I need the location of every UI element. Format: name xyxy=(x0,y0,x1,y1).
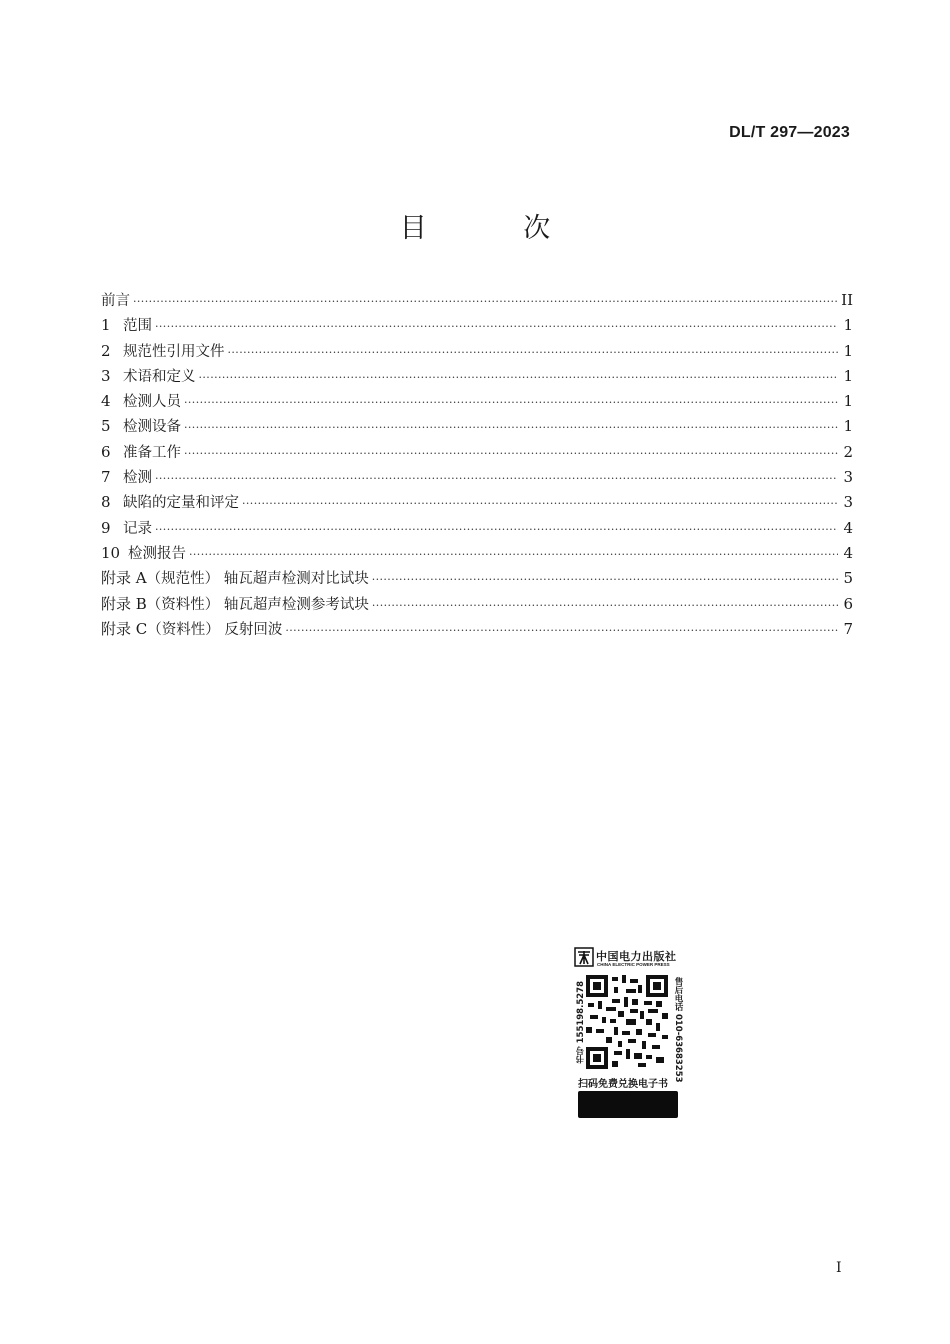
toc-leader-dots xyxy=(228,339,839,364)
toc-entry-number: 附录 A xyxy=(101,569,147,588)
toc-entry-title: 前言 xyxy=(101,293,130,309)
toc-entry-page: 5 xyxy=(843,569,853,588)
toc-entry-title: （资料性） 反射回波 xyxy=(147,621,283,638)
toc-entry-page: 1 xyxy=(843,316,853,335)
toc-entry-number: 4 xyxy=(101,392,111,411)
toc-entry-number: 6 xyxy=(101,442,111,461)
toc-entry-number: 2 xyxy=(101,341,111,360)
document-code: DL/T 297—2023 xyxy=(729,124,850,141)
toc-entry-title: 记录 xyxy=(123,520,152,537)
table-of-contents xyxy=(101,288,853,642)
toc-entry-page: 2 xyxy=(843,442,853,461)
toc-leader-dots xyxy=(155,516,838,541)
toc-entry-page: 3 xyxy=(843,493,853,512)
toc-entry-title: 检测人员 xyxy=(123,394,181,411)
toc-leader-dots xyxy=(155,465,838,490)
toc-entry-number: 1 xyxy=(101,316,111,335)
toc-entry-title: （规范性） 轴瓦超声检测对比试块 xyxy=(146,571,369,588)
toc-entry[interactable] xyxy=(101,440,853,465)
toc-entry-number: 10 xyxy=(101,543,121,562)
toc-entry-title: 规范性引用文件 xyxy=(123,343,225,360)
toc-entry-page: 3 xyxy=(843,468,853,487)
publisher-sticker xyxy=(574,947,684,1122)
toc-entry[interactable] xyxy=(101,313,853,338)
toc-entry-page: 4 xyxy=(843,543,853,562)
toc-entry[interactable] xyxy=(101,364,853,389)
toc-entry-page: 6 xyxy=(843,594,853,613)
toc-leader-dots xyxy=(133,288,838,313)
toc-leader-dots xyxy=(372,566,838,591)
toc-entry-title: （资料性） 轴瓦超声检测参考试块 xyxy=(146,596,369,613)
toc-leader-dots xyxy=(199,364,839,389)
toc-entry[interactable] xyxy=(101,339,853,364)
toc-entry-title: 准备工作 xyxy=(123,444,181,461)
toc-entry[interactable] xyxy=(101,617,853,642)
toc-entry-title: 检测报告 xyxy=(128,545,186,562)
toc-leader-dots xyxy=(184,440,838,465)
toc-leader-dots xyxy=(242,490,838,515)
publisher-logo xyxy=(574,947,684,971)
toc-entry-number: 附录 C xyxy=(101,619,148,638)
service-phone: 售后电话 010-63683253 xyxy=(673,977,683,1083)
pylon-icon xyxy=(574,947,594,967)
page-number: I xyxy=(836,1260,842,1276)
toc-entry-page: 4 xyxy=(843,518,853,537)
toc-entry[interactable] xyxy=(101,541,853,566)
toc-entry[interactable] xyxy=(101,566,853,591)
toc-entry-page: 7 xyxy=(843,619,853,638)
toc-leader-dots xyxy=(285,617,838,642)
toc-entry[interactable] xyxy=(101,516,853,541)
toc-entry[interactable] xyxy=(101,414,853,439)
toc-entry-number: 附录 B xyxy=(101,594,147,613)
book-number: 书号 155198.5278 xyxy=(576,981,586,1064)
toc-entry-page: 1 xyxy=(843,392,853,411)
toc-entry-title: 缺陷的定量和评定 xyxy=(123,495,239,512)
toc-entry-page: 1 xyxy=(843,341,853,360)
toc-entry[interactable] xyxy=(101,465,853,490)
toc-leader-dots xyxy=(155,313,838,338)
toc-leader-dots xyxy=(372,592,838,617)
toc-entry-page: 1 xyxy=(843,417,853,436)
publisher-name: 中国电力出版社 xyxy=(596,950,677,963)
toc-entry[interactable] xyxy=(101,592,853,617)
scan-instruction: 扫码免费兑换电子书 xyxy=(578,1079,668,1090)
toc-leader-dots xyxy=(184,414,838,439)
qr-code[interactable] xyxy=(586,975,668,1069)
toc-leader-dots xyxy=(189,541,838,566)
toc-entry-number: 8 xyxy=(101,493,111,512)
toc-entry-page: II xyxy=(841,291,853,309)
toc-entry-number: 3 xyxy=(101,366,111,385)
toc-entry-title: 检测设备 xyxy=(123,419,181,436)
page-title: 目 次 xyxy=(399,213,595,244)
toc-entry-title: 术语和定义 xyxy=(123,368,196,385)
toc-leader-dots xyxy=(184,389,838,414)
toc-entry-title: 检测 xyxy=(123,470,152,487)
toc-entry-number: 5 xyxy=(101,417,111,436)
toc-entry[interactable] xyxy=(101,490,853,515)
toc-entry[interactable] xyxy=(101,288,853,313)
toc-entry[interactable] xyxy=(101,389,853,414)
toc-entry-title: 范围 xyxy=(123,318,152,335)
toc-entry-number: 7 xyxy=(101,468,111,487)
toc-entry-number: 9 xyxy=(101,518,111,537)
publisher-name-en: CHINA ELECTRIC POWER PRESS xyxy=(597,962,670,967)
redeem-code-cover[interactable] xyxy=(578,1091,678,1118)
toc-entry-page: 1 xyxy=(843,366,853,385)
